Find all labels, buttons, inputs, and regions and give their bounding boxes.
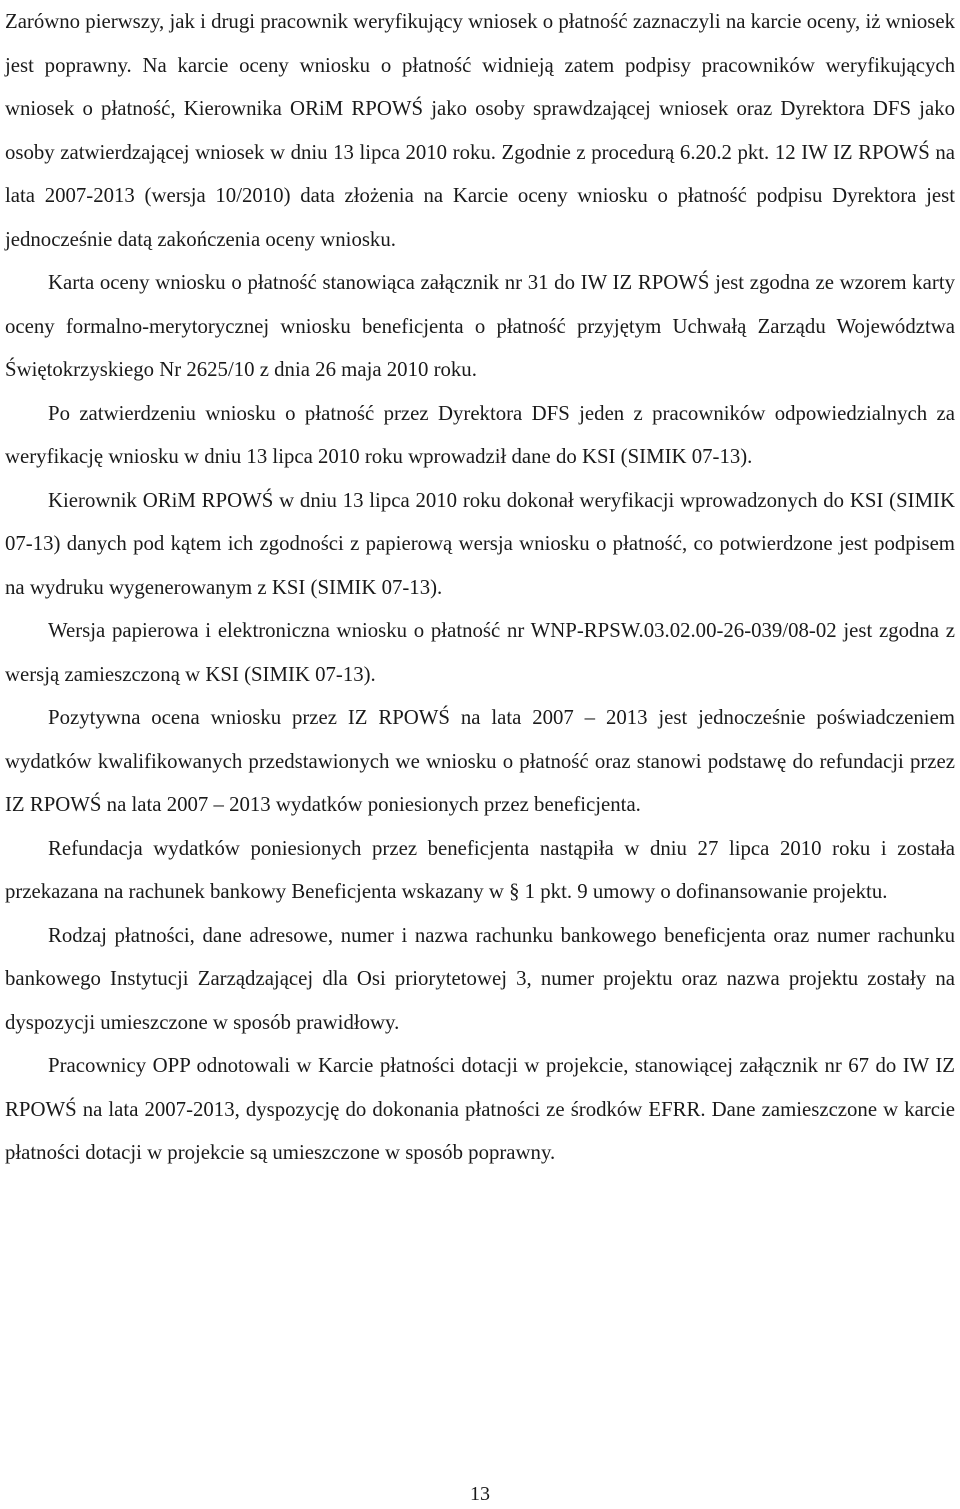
paragraph-8: Rodzaj płatności, dane adresowe, numer i nazwa rachunku bankowego beneficjenta oraz numer rachunku bankowego Instytucji Zarządzającej dla Osi priorytetowej 3, numer projektu oraz nazwa projektu zostały na dyspozycji umieszczone w sposób prawidłowy. (5, 923, 955, 1034)
paragraph-7: Refundacja wydatków poniesionych przez beneficjenta nastąpiła w dniu 27 lipca 2010 roku i została przekazana na rachunek bankowy Beneficjenta wskazany w § 1 pkt. 9 umowy o dofinansowanie projektu. (5, 836, 955, 903)
paragraph-5: Wersja papierowa i elektroniczna wniosku o płatność nr WNP-RPSW.03.02.00-26-039/08-02 jest zgodna z wersją zamieszczoną w KSI (SIMIK 07-13). (5, 619, 955, 686)
paragraph-3: Po zatwierdzeniu wniosku o płatność przez Dyrektora DFS jeden z pracowników odpowiedzialnych za weryfikację wniosku w dniu 13 lipca 2010 roku wprowadził dane do KSI (SIMIK 07-13). (5, 401, 955, 468)
document-page (5, 0, 955, 1175)
paragraph-2: Karta oceny wniosku o płatność stanowiąca załącznik nr 31 do IW IZ RPOWŚ jest zgodna ze wzorem karty oceny formalno-merytorycznej wniosku beneficjenta o płatność przyjętym Uchwałą Zarządu Województwa Świętokrzyskiego Nr 2625/10 z dnia 26 maja 2010 roku. (5, 271, 955, 381)
paragraph-4: Kierownik ORiM RPOWŚ w dniu 13 lipca 2010 roku dokonał weryfikacji wprowadzonych do KSI (SIMIK 07-13) danych pod kątem ich zgodności z papierową wersja wniosku o płatność, co potwierdzone jest podpisem na wydruku wygenerowanym z KSI (SIMIK 07-13). (5, 488, 955, 599)
paragraph-1: Zarówno pierwszy, jak i drugi pracownik weryfikujący wniosek o płatność zaznaczyli na karcie oceny, iż wniosek jest poprawny. Na karcie oceny wniosku o płatność widnieją zatem podpisy pracowników weryfikujących wniosek o płatność, Kierownika ORiM RPOWŚ jako osoby sprawdzającej wniosek oraz Dyrektora DFS jako osoby zatwierdzającej wniosek w dniu 13 lipca 2010 roku. Zgodnie z procedurą 6.20.2 pkt. 12 IW IZ RPOWŚ na lata 2007-2013 (wersja 10/2010) data złożenia na Karcie oceny wniosku o płatność podpisu Dyrektora jest jednocześnie datą zakończenia oceny wniosku. (5, 10, 955, 251)
paragraph-6: Pozytywna ocena wniosku przez IZ RPOWŚ na lata 2007 – 2013 jest jednocześnie poświadczeniem wydatków kwalifikowanych przedstawionych we wniosku o płatność oraz stanowi podstawę do refundacji przez IZ RPOWŚ na lata 2007 – 2013 wydatków poniesionych przez beneficjenta. (5, 706, 955, 816)
page-number: 13 (470, 1483, 490, 1505)
paragraph-9: Pracownicy OPP odnotowali w Karcie płatności dotacji w projekcie, stanowiącej załącznik nr 67 do IW IZ RPOWŚ na lata 2007-2013, dyspozycję do dokonania płatności ze środków EFRR. Dane zamieszczone w karcie płatności dotacji w projekcie są umieszczone w sposób poprawny. (5, 1054, 955, 1164)
